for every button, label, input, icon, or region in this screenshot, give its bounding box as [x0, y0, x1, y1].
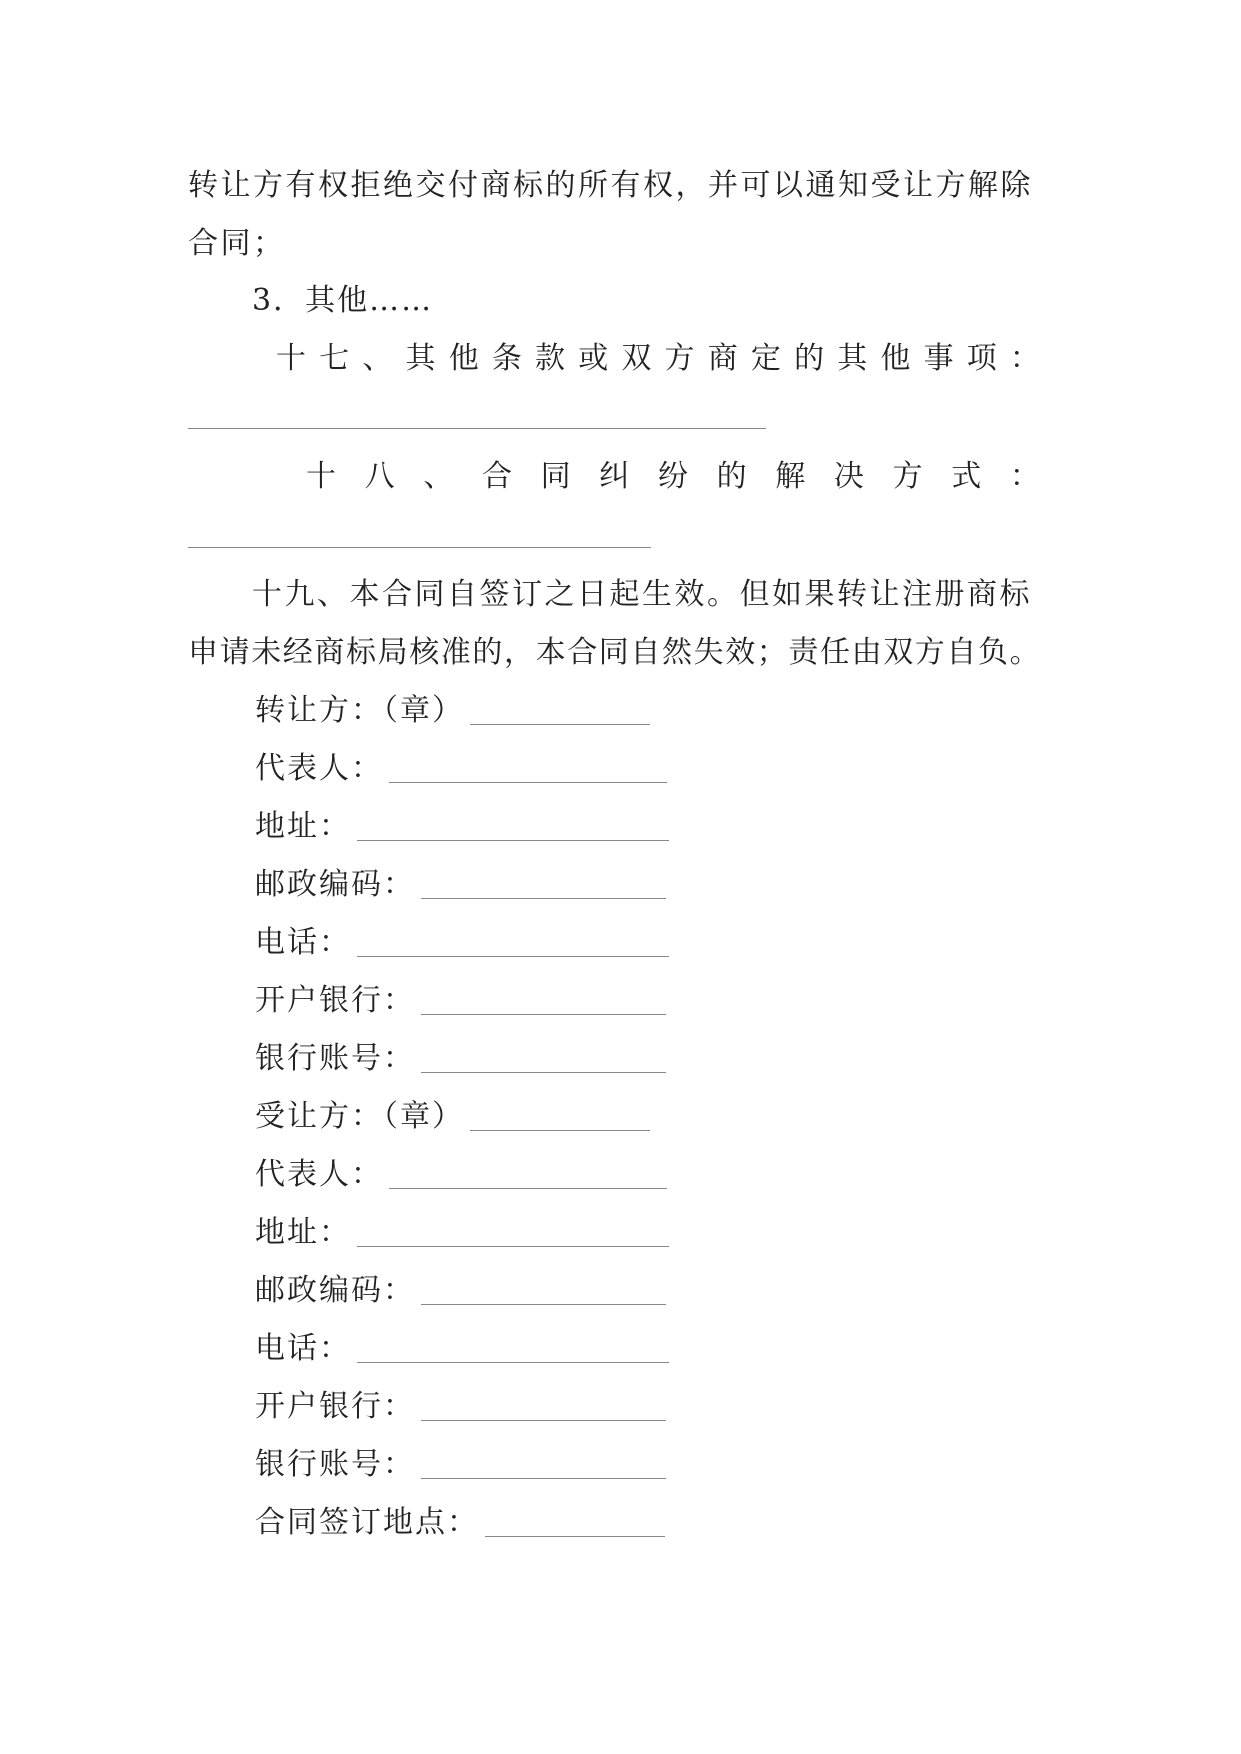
signing-place-field	[255, 1505, 665, 1541]
field-blank	[357, 1220, 669, 1247]
field-label: 地址：	[255, 1215, 351, 1250]
clause-17-blank	[188, 428, 766, 429]
heading-char: 纷	[657, 459, 688, 494]
heading-char: 十	[306, 459, 336, 494]
transferee-bank-field	[255, 1389, 666, 1425]
transferor-seal-field	[255, 693, 650, 729]
heading-char: 他	[448, 341, 479, 376]
heading-char: 、	[362, 341, 393, 376]
heading-char: 决	[833, 459, 864, 494]
heading-char: 七	[319, 341, 350, 376]
heading-char: 的	[794, 341, 825, 376]
field-blank	[357, 814, 669, 841]
clause-19-line: 十九、本合同自签订之日起生效。但如果转让注册商标	[252, 577, 1032, 612]
heading-char: 方	[664, 341, 695, 376]
field-blank	[421, 872, 666, 899]
field-label: 邮政编码：	[255, 1273, 415, 1308]
heading-char: 其	[405, 341, 436, 376]
field-label: 银行账号：	[255, 1041, 415, 1076]
transferor-postal-code-field	[255, 867, 666, 903]
heading-char: 或	[578, 341, 609, 376]
transferor-address-field	[255, 809, 669, 845]
field-blank	[421, 1278, 666, 1305]
clause-19-line: 申请未经商标局核准的，本合同自然失效；责任由双方自负。	[188, 635, 1042, 670]
field-label: 开户银行：	[255, 983, 415, 1018]
transferor-bank-field	[255, 983, 666, 1019]
heading-char: ：	[1009, 459, 1040, 494]
heading-char: 同	[540, 459, 571, 494]
clause-18-blank	[188, 547, 651, 548]
list-item-3: 3．其他……	[252, 283, 434, 318]
paragraph-line: 合同；	[188, 226, 286, 261]
heading-char: 其	[837, 341, 868, 376]
field-blank	[389, 756, 667, 783]
field-label: 邮政编码：	[255, 867, 415, 902]
clause-18-heading	[306, 459, 1040, 495]
heading-char: 式	[951, 459, 982, 494]
field-blank	[421, 1452, 666, 1479]
paragraph-line: 转让方有权拒绝交付商标的所有权，并可以通知受让方解除	[188, 168, 1033, 203]
heading-char: 的	[716, 459, 747, 494]
heading-char: 他	[880, 341, 911, 376]
heading-char: 项	[966, 341, 997, 376]
clause-17-heading	[276, 341, 1040, 377]
transferor-phone-field	[255, 925, 669, 961]
transferor-account-field	[255, 1041, 666, 1077]
field-label: 代表人：	[255, 1157, 383, 1192]
heading-char: ：	[1009, 341, 1040, 376]
heading-char: 定	[750, 341, 781, 376]
field-blank	[421, 1046, 666, 1073]
field-label: 银行账号：	[255, 1447, 415, 1482]
field-label: 合同签订地点：	[255, 1505, 479, 1540]
transferor-representative-field	[255, 751, 667, 787]
heading-char: 纠	[599, 459, 630, 494]
heading-char: 解	[775, 459, 806, 494]
field-label: 开户银行：	[255, 1389, 415, 1424]
field-blank	[470, 698, 650, 725]
field-label: 代表人：	[255, 751, 383, 786]
heading-char: 、	[423, 459, 454, 494]
field-label: 受让方：（章）	[255, 1099, 464, 1134]
field-label: 地址：	[255, 809, 351, 844]
heading-char: 合	[481, 459, 512, 494]
heading-char: 事	[923, 341, 954, 376]
heading-char: 款	[535, 341, 566, 376]
transferee-seal-field	[255, 1099, 650, 1135]
field-blank	[357, 1336, 669, 1363]
transferee-account-field	[255, 1447, 666, 1483]
field-blank	[389, 1162, 667, 1189]
field-label: 转让方：（章）	[255, 693, 464, 728]
field-label: 电话：	[255, 1331, 351, 1366]
field-blank	[421, 988, 666, 1015]
heading-char: 双	[621, 341, 652, 376]
field-blank	[357, 930, 669, 957]
heading-char: 八	[364, 459, 395, 494]
transferee-address-field	[255, 1215, 669, 1251]
transferee-representative-field	[255, 1157, 667, 1193]
field-blank	[421, 1394, 666, 1421]
field-label: 电话：	[255, 925, 351, 960]
field-blank	[470, 1104, 650, 1131]
heading-char: 十	[276, 341, 306, 376]
transferee-phone-field	[255, 1331, 669, 1367]
heading-char: 条	[491, 341, 522, 376]
heading-char: 方	[892, 459, 923, 494]
field-blank	[485, 1510, 665, 1537]
heading-char: 商	[707, 341, 738, 376]
transferee-postal-code-field	[255, 1273, 666, 1309]
